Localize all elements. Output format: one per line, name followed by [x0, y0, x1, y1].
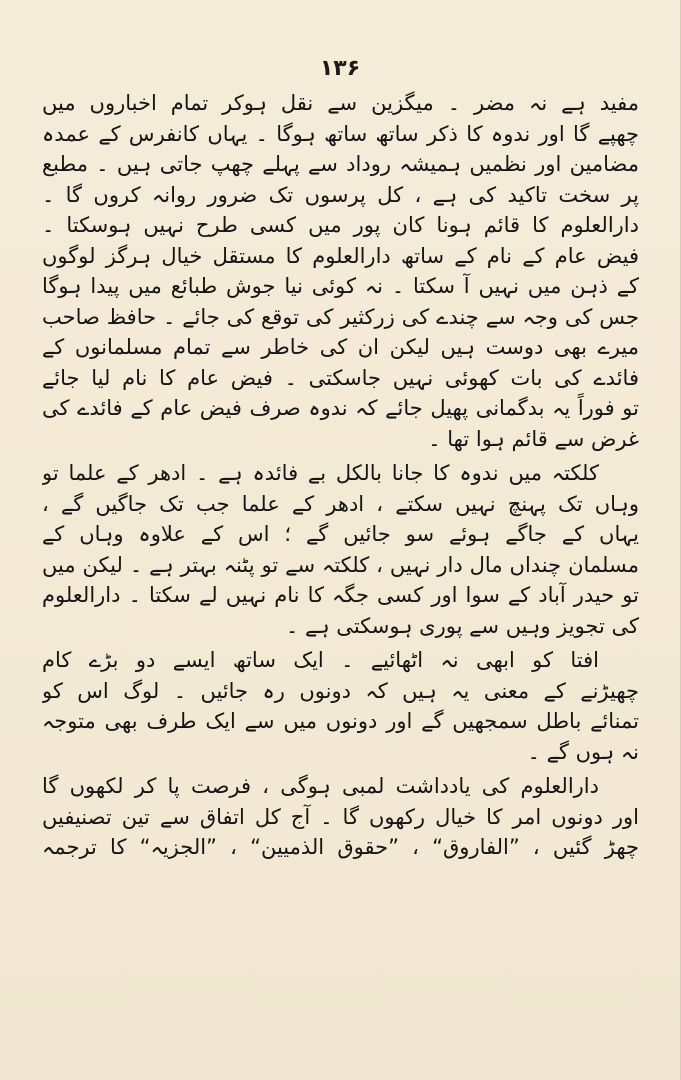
paragraph-2 — [42, 458, 639, 641]
paragraph-3 — [42, 645, 639, 767]
text-line: جس کی وجہ سے چندے کی زرکثیر کی توقع کی جائے ۔ حافظ صاحب — [42, 304, 639, 329]
text-line: اور دونوں امر کا خیال رکھوں گا ۔ آج کل اتفاق سے تین تصنیفیں — [42, 804, 639, 829]
text-line: پر سخت تاکید کی ہے ، کل پرسوں تک ضرور روانہ کروں گا ۔ — [42, 182, 639, 207]
text-line: وہاں تک پہنچ نہیں سکتے ، ادھر کے علما جب تک جاگیں گے ، — [42, 491, 639, 516]
text-line: تمنائے باطل سمجھیں گے اور دونوں میں سے ایک طرف بھی متوجہ — [42, 709, 639, 733]
text-line: تو حیدر آباد کے سوا اور کسی جگہ کا نام نہیں لے سکتا ۔ دارالعلوم — [42, 583, 639, 607]
text-line: دارالعلوم کا قائم ہونا کان پور میں کسی طرح نہیں ہوسکتا ۔ — [42, 213, 639, 237]
text-line: غرض سے قائم ہوا تھا ۔ — [428, 426, 639, 451]
text-line: فیض عام کے نام کے ساتھ دارالعلوم کا مستقل خیال ہرگز لوگوں — [42, 243, 639, 268]
text-line: فائدے کی بات کھوئی نہیں جاسکتی ۔ فیض عام کا نام لیا جائے — [42, 365, 639, 390]
text-line: چھپے گا اور ندوہ کا ذکر ساتھ ساتھ ہوگا ۔ یہاں کانفرس کے عمدہ — [42, 121, 639, 146]
text-line: کے ذہن میں نہیں آ سکتا ۔ نہ کوئی نیا جوش طبائع میں پیدا ہوگا — [42, 274, 639, 298]
text-line: مسلمان چنداں مال دار نہیں ، کلکتہ سے تو پٹنہ بہتر ہے ۔ لیکن میں — [42, 552, 639, 577]
text-line: دارالعلوم کی یادداشت لمبی ہوگی ، فرصت پا کر لکھوں گا — [42, 774, 599, 798]
text-line: چھڑ گئیں ، ”الفاروق“ ، ”حقوق الذمیین“ ، ”الجزیہ“ کا ترجمہ — [42, 835, 639, 859]
text-line: مضامین اور نظمیں ہمیشہ روداد سے پہلے چھپ جاتی ہیں ۔ مطبع — [42, 152, 639, 176]
text-line: چھیڑنے کے معنی یہ ہیں کہ دونوں رہ جائیں ۔ لوگ اس کو — [42, 678, 639, 703]
text-line: افتا کو ابھی نہ اٹھائیے ۔ ایک ساتھ ایسے دو بڑے کام — [42, 648, 599, 672]
text-line: تو فوراً یہ بدگمانی پھیل جائے کہ ندوہ صرف فیض عام کے فائدے کی — [42, 396, 639, 420]
text-line: میرے بھی دوست ہیں لیکن ان کی خاطر سے تمام مسلمانوں کے — [42, 335, 639, 359]
text-line: کلکتہ میں ندوہ کا جانا بالکل بے فائدہ ہے ۔ ادھر کے علما تو — [42, 461, 599, 485]
text-line: کی تجویز وہیں سے پوری ہوسکتی ہے ۔ — [286, 613, 639, 638]
paragraph-4 — [42, 771, 639, 863]
page-number: ۱۳۶ — [319, 56, 361, 81]
text-line: مفید ہے نہ مضر ۔ میگزین سے نقل ہوکر تمام اخباروں میں — [42, 91, 639, 115]
text-line: نہ ہوں گے ۔ — [527, 739, 639, 764]
paragraph-1 — [42, 88, 639, 454]
body-text — [42, 88, 639, 863]
text-line: یہاں کے جاگے ہوئے سو جائیں گے ؛ اس کے علاوہ وہاں کے — [42, 522, 639, 546]
